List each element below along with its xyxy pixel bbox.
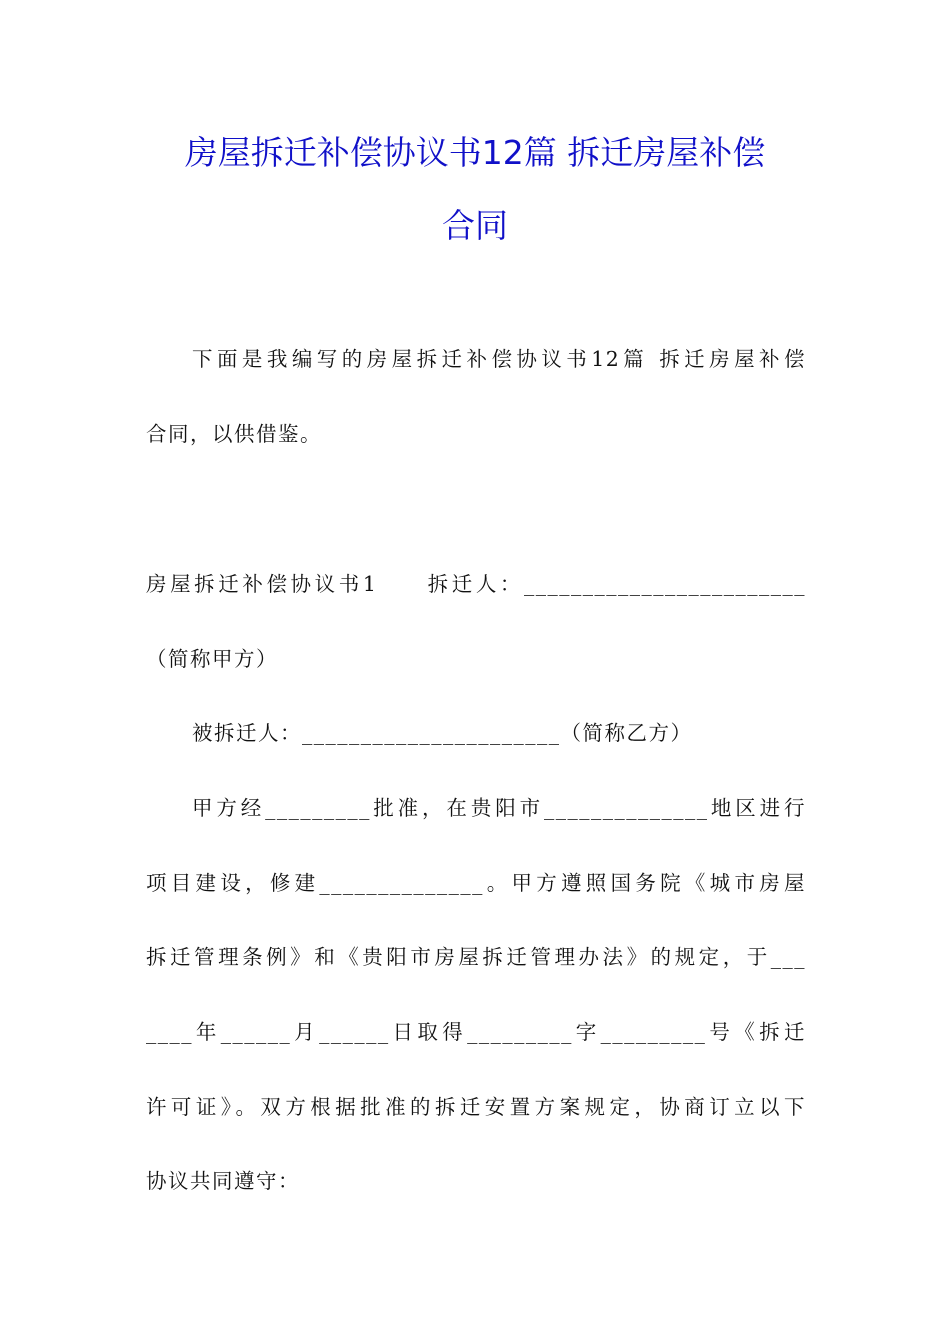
body-line-5: 许可证》。双方根据批准的拆迁安置方案规定，协商订立以下 xyxy=(146,1095,806,1119)
intro-paragraph-line-1: 下面是我编写的房屋拆迁补偿协议书12篇 拆迁房屋补偿 xyxy=(192,347,806,371)
body-line-6: 协议共同遵守： xyxy=(146,1169,300,1193)
party-b-line: 被拆迁人：______________________（简称乙方） xyxy=(192,721,693,745)
document-title-line-2: 合同 xyxy=(442,206,508,245)
body-line-4: ____年______月______日取得_________字_________号《拆迁 xyxy=(146,1020,806,1044)
agreement-heading-line: 房屋拆迁补偿协议书1 拆迁人：________________________ xyxy=(146,572,806,596)
body-line-2: 项目建设，修建______________。甲方遵照国务院《城市房屋 xyxy=(146,871,806,895)
party-a-note: （简称甲方） xyxy=(146,647,278,671)
body-line-1: 甲方经_________批准，在贵阳市______________地区进行 xyxy=(192,796,806,820)
intro-paragraph-line-2: 合同，以供借鉴。 xyxy=(146,422,322,446)
document-title-line-1: 房屋拆迁补偿协议书12篇 拆迁房屋补偿 xyxy=(184,133,766,172)
body-line-3: 拆迁管理条例》和《贵阳市房屋拆迁管理办法》的规定，于___ xyxy=(146,945,806,969)
